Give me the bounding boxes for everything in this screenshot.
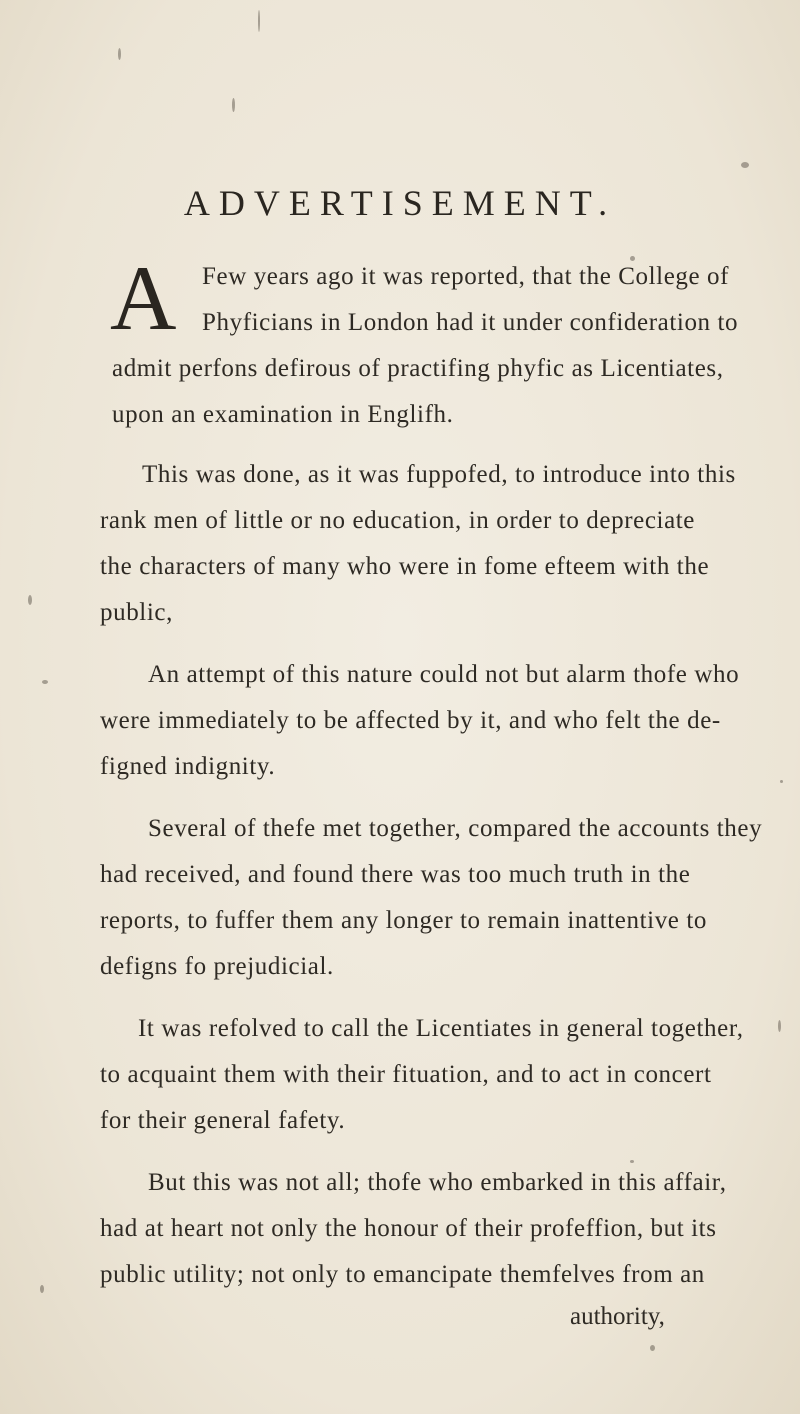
text-line: It was refolved to call the Licentiates in general together,: [138, 1015, 744, 1042]
paper-speck: [780, 780, 783, 783]
text-line: admit perfons defirous of practifing phyfic as Licentiates,: [112, 355, 724, 382]
text-line: Phyficians in London had it under confideration to: [202, 309, 739, 336]
paper-speck: [40, 1285, 44, 1293]
text-line: to acquaint them with their fituation, and to act in concert: [100, 1061, 712, 1088]
catchword: authority,: [570, 1303, 665, 1330]
paper-speck: [28, 595, 32, 605]
text-line: public utility; not only to emancipate themfelves from an: [100, 1261, 705, 1288]
paper-speck: [650, 1345, 655, 1351]
text-line: Several of thefe met together, compared the accounts they: [148, 815, 763, 842]
text-line: This was done, as it was fuppofed, to introduce into this: [142, 461, 736, 488]
paper-speck: [232, 98, 235, 112]
paper-speck: [258, 10, 260, 32]
paper-speck: [118, 48, 121, 60]
text-line: upon an examination in Englifh.: [112, 401, 454, 428]
text-line: reports, to fuffer them any longer to remain inattentive to: [100, 907, 707, 934]
text-line: figned indignity.: [100, 753, 276, 780]
paper-speck: [630, 256, 635, 261]
paper-speck: [778, 1020, 781, 1032]
text-line: had received, and found there was too much truth in the: [100, 861, 691, 888]
text-line: rank men of little or no education, in order to depreciate: [100, 507, 696, 534]
text-line: public,: [100, 599, 173, 626]
page-title: ADVERTISEMENT.: [183, 183, 617, 223]
drop-cap: A: [110, 247, 177, 349]
text-line: had at heart not only the honour of their profeffion, but its: [100, 1215, 717, 1242]
text-line: were immediately to be affected by it, and who felt the de-: [100, 707, 721, 734]
paper-speck: [42, 680, 48, 684]
text-line: An attempt of this nature could not but alarm thofe who: [148, 661, 740, 688]
paper-speck: [630, 1160, 634, 1163]
text-line: the characters of many who were in fome efteem with the: [100, 553, 710, 580]
text-line: Few years ago it was reported, that the College of: [202, 263, 730, 290]
paper-speck: [741, 162, 749, 168]
text-line: But this was not all; thofe who embarked in this affair,: [148, 1169, 727, 1196]
text-line: for their general fafety.: [100, 1107, 346, 1134]
text-line: defigns fo prejudicial.: [100, 953, 334, 980]
